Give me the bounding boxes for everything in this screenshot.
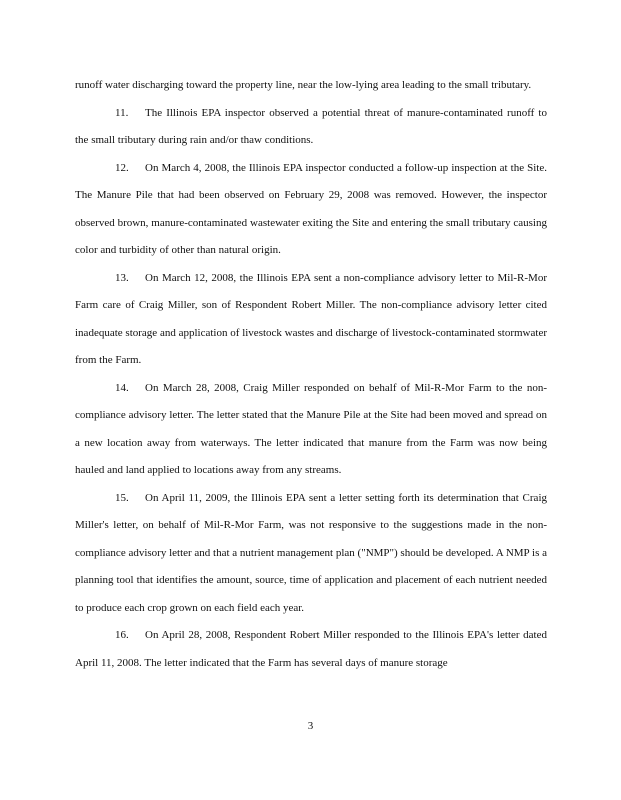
- paragraph-text: The Illinois EPA inspector observed a potential threat of manure-contaminated runoff to the small tributary during rain and/or thaw conditions.: [75, 106, 547, 146]
- paragraph-text: On March 28, 2008, Craig Miller responded on behalf of Mil-R-Mor Farm to the non-compliance advisory letter. The letter stated that the Manure Pile at the Site had been moved and spread on a new location away from waterways. The letter indicated that manure from the Farm was now being hauled and land applied to locations away from any streams.: [75, 381, 547, 476]
- continuation-paragraph: runoff water discharging toward the property line, near the low-lying area leading to the small tributary.: [75, 79, 532, 91]
- paragraph-12: [75, 155, 547, 265]
- paragraph-16: [75, 622, 547, 677]
- paragraph-number: 11.: [115, 106, 129, 119]
- paragraph-11: [75, 100, 547, 155]
- document-body: [75, 72, 547, 677]
- paragraph-number: 13.: [115, 271, 129, 284]
- paragraph-number: 12.: [115, 161, 129, 174]
- paragraph-14: [75, 375, 547, 485]
- paragraph-text: On April 28, 2008, Respondent Robert Miller responded to the Illinois EPA's letter dated April 11, 2008. The letter indicated that the Farm has several days of manure storage: [75, 629, 547, 669]
- paragraph-13: [75, 265, 547, 375]
- paragraph-15: [75, 485, 547, 623]
- paragraph-number: 16.: [115, 629, 129, 641]
- paragraph-text: On April 11, 2009, the Illinois EPA sent a letter setting forth its determination that Craig Miller's letter, on behalf of Mil-R-Mor Farm, was not responsive to the suggestions made in the non-compliance advisory letter and that a nutrient management plan ("NMP") should be developed. A NMP is a planning tool that identifies the amount, source, time of application and placement of each nutrient needed to produce each crop grown on each field each year.: [75, 491, 547, 614]
- paragraph-text: On March 12, 2008, the Illinois EPA sent a non-compliance advisory letter to Mil-R-Mor Farm care of Craig Miller, son of Respondent Robert Miller. The non-compliance advisory letter cited inadequate storage and application of livestock wastes and discharge of livestock-contaminated stormwater from the Farm.: [75, 271, 547, 366]
- page-number: 3: [307, 720, 314, 732]
- paragraph-text: On March 4, 2008, the Illinois EPA inspector conducted a follow-up inspection at the Site. The Manure Pile that had been observed on February 29, 2008 was removed. However, the inspector observed brown, manure-contaminated wastewater exiting the Site and entering the small tributary causing color and turbidity of other than natural origin.: [75, 161, 547, 256]
- paragraph-number: 14.: [115, 381, 129, 394]
- paragraph-number: 15.: [115, 491, 129, 504]
